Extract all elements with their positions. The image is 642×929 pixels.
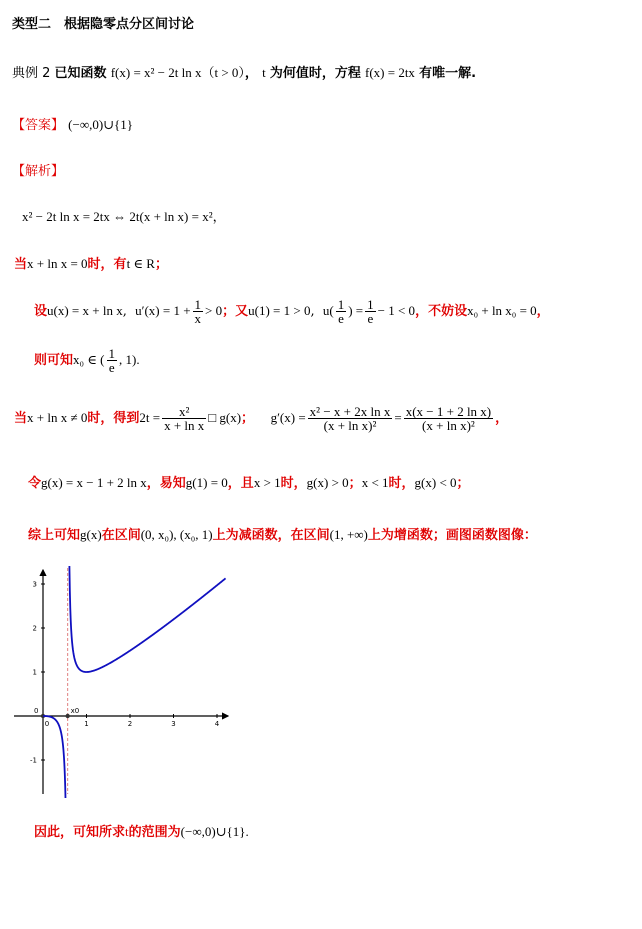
math-expr: x + ln x = 0: [27, 256, 88, 271]
text-increasing: 上为增函数；画图函数图像：: [367, 528, 537, 543]
math-gx-pos: g(x) > 0: [306, 475, 349, 490]
answer-tag: 【答案】: [12, 118, 65, 133]
math-gx: □ g(x): [208, 410, 242, 425]
frac-den: e: [108, 360, 115, 375]
text-when: 时，: [280, 476, 307, 491]
text-when: 当: [14, 411, 28, 426]
math-close-eq: ) =: [348, 303, 364, 318]
x-tick-label: 4: [214, 720, 220, 728]
math-gx-def: g(x) = x − 1 + 2 ln x: [41, 475, 147, 490]
answer-line: [12, 116, 133, 135]
math-x0: x₀ + ln x₀ = 0: [467, 303, 537, 318]
frac-num: 1: [108, 346, 115, 361]
y-tick-label: 2: [32, 624, 37, 633]
origin-label: 0: [34, 707, 39, 715]
analysis-tag: 【解析】: [12, 164, 65, 179]
graph-ticks: [30, 581, 220, 765]
x-tick-label: 2: [127, 720, 133, 728]
text-semicolon: ；: [348, 476, 362, 491]
fraction-gprime-2: [404, 405, 493, 432]
example-text-3: 有唯一解.: [419, 66, 477, 81]
text-get: 时，得到: [87, 411, 140, 426]
example-text-2: 为何值时，方程: [269, 66, 361, 81]
frac-den: (x + ln x)²: [422, 418, 475, 433]
fraction-1-over-e: [336, 298, 347, 325]
math-u-prime: u′(x) = 1 +: [135, 303, 191, 318]
graph-axes: [14, 570, 228, 794]
text-therefore: 因此，可知所求: [34, 825, 126, 840]
frac-num: x² − x + 2x ln x: [309, 404, 391, 419]
text-let: 设: [34, 304, 48, 319]
text-and: ，且: [227, 476, 254, 491]
math-gt-zero: > 0: [205, 303, 223, 318]
function-graph: [10, 566, 232, 798]
text-also: ；又: [222, 304, 249, 319]
derivation-line-4: [34, 347, 140, 374]
text-thus: 则可知: [34, 353, 74, 368]
example-equation: f(x) = 2tx: [365, 65, 415, 80]
fraction-1-over-x: [193, 298, 204, 325]
text-easy: ，易知: [146, 476, 186, 491]
fraction-1-over-e-3: [107, 347, 118, 374]
graph-curves: [41, 566, 226, 798]
math-u-open: u(: [322, 303, 334, 318]
frac-den: x + ln x: [164, 418, 205, 433]
x-tick-label: 3: [171, 720, 176, 728]
example-statement: [12, 64, 476, 83]
y-tick-label: -1: [30, 756, 37, 765]
derivation-line-2: [14, 255, 168, 274]
asymptote-label: x0: [70, 707, 80, 715]
math-expr-2: t ∈ R: [126, 256, 155, 271]
derivation-line-6: [28, 474, 470, 493]
math-intervals-dec: (0, x₀), (x₀, 1): [140, 527, 213, 542]
text-suppose: ，不妨设: [415, 304, 468, 319]
math-x-lt-1: x < 1: [361, 475, 389, 490]
math-x0-in: x₀ ∈ (: [73, 352, 105, 367]
conclusion-line: [34, 823, 249, 842]
derivation-line-5: [14, 403, 508, 434]
curve-right-branch: [68, 566, 225, 672]
math-gprime: g′(x) =: [270, 410, 306, 425]
x-tick-label: 1: [84, 720, 89, 728]
text-when-2: 时，: [388, 476, 415, 491]
y-tick-label: 1: [32, 668, 37, 677]
text-comma: ，: [536, 304, 550, 319]
math-neq: x + ln x ≠ 0: [27, 410, 88, 425]
math-eq: =: [394, 410, 402, 425]
point-x0: [65, 714, 69, 718]
text-interval: 在区间: [101, 528, 141, 543]
text-semicolon: ；: [241, 411, 255, 426]
example-comma: ，: [244, 66, 258, 81]
math-interval-end: , 1).: [119, 352, 140, 367]
math-lt-zero: − 1 < 0: [377, 303, 416, 318]
frac-num: 1: [194, 297, 202, 312]
example-text: 已知函数: [54, 66, 107, 81]
frac-den: e: [367, 311, 374, 326]
frac-den: x: [194, 311, 202, 326]
example-t: t: [262, 65, 266, 80]
text-summary: 综上可知: [28, 528, 81, 543]
text-let: 令: [28, 476, 42, 491]
fraction-x2-over: [162, 405, 206, 432]
text-comma: ，: [495, 411, 509, 426]
math-range-value: (−∞,0)∪{1}.: [180, 824, 249, 839]
frac-num: x²: [162, 405, 206, 419]
frac-den: (x + ln x)²: [323, 418, 377, 433]
answer-value: (−∞,0)∪{1}: [68, 117, 134, 132]
example-label: 典例 2: [12, 66, 51, 81]
math-u: u(x) = x + ln x: [47, 303, 123, 318]
example-function: f(x) = x² − 2t ln x（t > 0）: [110, 65, 245, 80]
derivation-line-3: 设u(x) = x + ln x, u′(x) = 1 + $\frac{1}{x}$ > 0；又u(1) = 1 > 0, u( $\frac{1}{e}$ ) = $\frac{1}{e}$ − 1 < 0，不妨设x₀ + ln x₀ = 0，: [34, 297, 550, 326]
derivation-line-1: x² − 2t ln x = 2tx ⇔ 2t(x + ln x) = x²，: [22, 209, 226, 224]
frac-den: e: [338, 311, 344, 326]
y-tick-label: 3: [32, 580, 37, 589]
math-interval-inc: (1, +∞): [329, 527, 368, 542]
derivation-line-7: [28, 526, 537, 545]
text-semicolon-2: ；: [456, 476, 470, 491]
text-when: 当: [14, 257, 28, 272]
fraction-1-over-e-2: [365, 298, 376, 325]
math-x-gt-1: x > 1: [253, 475, 281, 490]
frac-num: 1: [337, 297, 345, 312]
frac-num: x(x − 1 + 2 ln x): [405, 404, 492, 419]
text-semicolon: ；: [154, 257, 168, 272]
math-t: t: [125, 824, 129, 839]
math-u1: u(1) = 1 > 0: [248, 303, 311, 318]
math-gx: g(x): [80, 527, 102, 542]
frac-num: 1: [367, 297, 374, 312]
text-then: 时，有: [87, 257, 127, 272]
fraction-gprime-1: [308, 405, 393, 432]
math-g1: g(1) = 0: [185, 475, 228, 490]
text-decreasing: 上为减函数，在区间: [212, 528, 330, 543]
curve-left-branch: [43, 716, 67, 798]
math-gx-neg: g(x) < 0: [414, 475, 457, 490]
text-range: 的范围为: [128, 825, 181, 840]
math-2t: 2t =: [139, 410, 161, 425]
x-tick-label: 0: [44, 720, 50, 728]
section-heading: 类型二 根据隐零点分区间讨论: [12, 17, 195, 32]
